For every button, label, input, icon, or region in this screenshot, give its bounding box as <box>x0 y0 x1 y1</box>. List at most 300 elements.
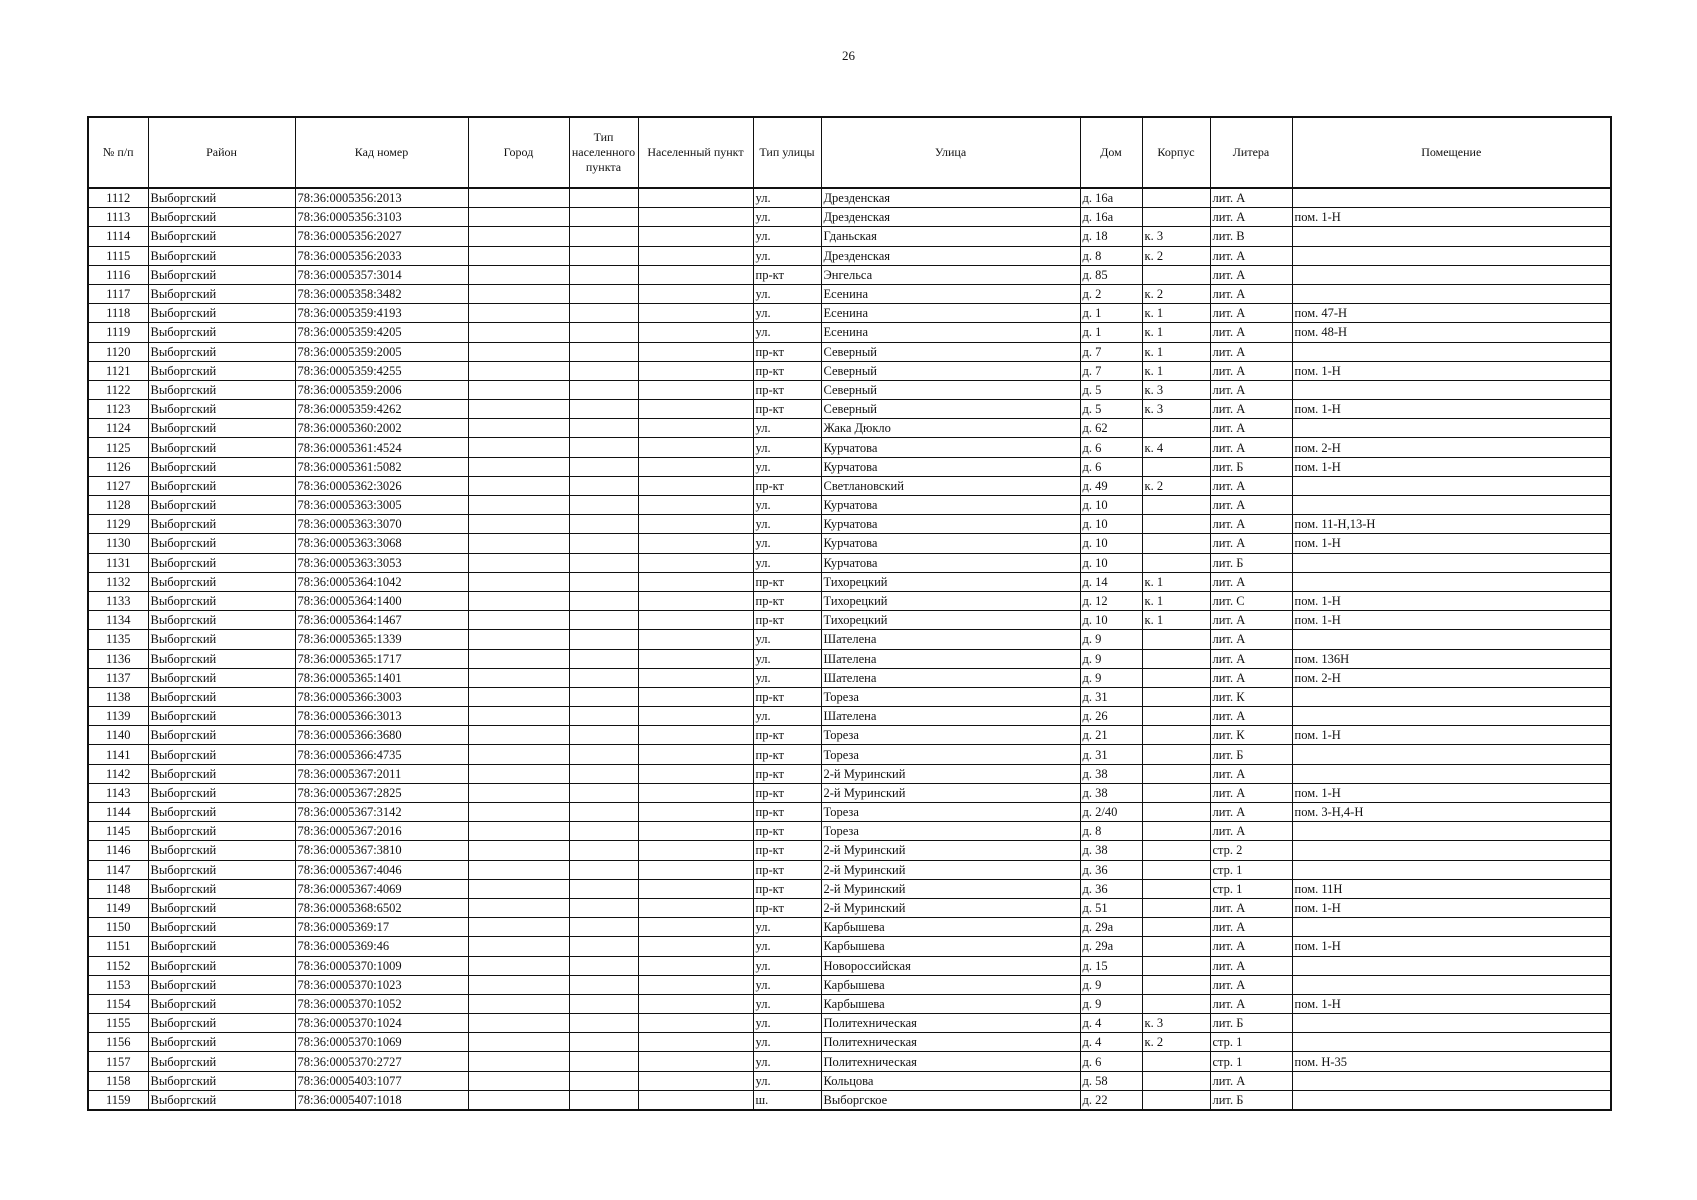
cell-premises: пом. 1-Н <box>1292 726 1611 745</box>
cell-street: Новороссийская <box>821 956 1080 975</box>
cell-street-type: ул. <box>753 1052 821 1071</box>
cell-cadastral-number: 78:36:0005363:3068 <box>295 534 468 553</box>
cell-settlement <box>638 534 753 553</box>
cell-building <box>1142 265 1210 284</box>
cell-house: д. 7 <box>1080 342 1142 361</box>
cell-premises <box>1292 918 1611 937</box>
cell-street: Тореза <box>821 726 1080 745</box>
cell-street: Политехническая <box>821 1052 1080 1071</box>
cell-building <box>1142 860 1210 879</box>
cell-settlement <box>638 1052 753 1071</box>
cell-premises <box>1292 476 1611 495</box>
cell-settlement <box>638 726 753 745</box>
cell-settlement <box>638 304 753 323</box>
cell-district: Выборгский <box>148 246 295 265</box>
cell-settlement-type <box>569 208 638 227</box>
cell-street-type: ул. <box>753 1071 821 1090</box>
cell-building <box>1142 188 1210 208</box>
cell-street-type: пр-кт <box>753 380 821 399</box>
cell-settlement-type <box>569 649 638 668</box>
cell-letter: стр. 1 <box>1210 879 1292 898</box>
table-row <box>88 188 1611 208</box>
table-row <box>88 380 1611 399</box>
cell-city <box>468 745 569 764</box>
cell-street-type: пр-кт <box>753 265 821 284</box>
header-street: Улица <box>821 117 1080 188</box>
cell-premises <box>1292 707 1611 726</box>
cell-number: 1147 <box>88 860 148 879</box>
cell-building: к. 4 <box>1142 438 1210 457</box>
cell-district: Выборгский <box>148 400 295 419</box>
cell-settlement-type <box>569 188 638 208</box>
cell-settlement-type <box>569 860 638 879</box>
cell-city <box>468 649 569 668</box>
cell-cadastral-number: 78:36:0005366:4735 <box>295 745 468 764</box>
cell-letter: лит. А <box>1210 380 1292 399</box>
cell-premises <box>1292 380 1611 399</box>
cell-cadastral-number: 78:36:0005359:4262 <box>295 400 468 419</box>
cell-district: Выборгский <box>148 975 295 994</box>
cell-cadastral-number: 78:36:0005365:1401 <box>295 668 468 687</box>
cell-number: 1142 <box>88 764 148 783</box>
cell-letter: лит. А <box>1210 342 1292 361</box>
cell-settlement <box>638 208 753 227</box>
cell-street: Карбышева <box>821 975 1080 994</box>
cell-letter: лит. А <box>1210 707 1292 726</box>
cell-street-type: ул. <box>753 496 821 515</box>
cell-street: Курчатова <box>821 553 1080 572</box>
cell-premises <box>1292 630 1611 649</box>
cell-premises: пом. 48-Н <box>1292 323 1611 342</box>
table-row <box>88 1090 1611 1110</box>
cell-building <box>1142 457 1210 476</box>
cell-settlement-type <box>569 323 638 342</box>
header-district: Район <box>148 117 295 188</box>
cell-district: Выборгский <box>148 668 295 687</box>
cell-house: д. 5 <box>1080 400 1142 419</box>
cell-district: Выборгский <box>148 227 295 246</box>
cell-settlement-type <box>569 726 638 745</box>
cell-city <box>468 1014 569 1033</box>
table-row <box>88 553 1611 572</box>
cell-district: Выборгский <box>148 841 295 860</box>
cell-street: Шателена <box>821 630 1080 649</box>
cell-number: 1141 <box>88 745 148 764</box>
cell-city <box>468 284 569 303</box>
cell-cadastral-number: 78:36:0005356:2033 <box>295 246 468 265</box>
cell-street: Северный <box>821 361 1080 380</box>
table-row <box>88 994 1611 1013</box>
cell-building <box>1142 496 1210 515</box>
cell-street: Дрезденская <box>821 208 1080 227</box>
cell-house: д. 36 <box>1080 879 1142 898</box>
cell-house: д. 10 <box>1080 515 1142 534</box>
cell-settlement-type <box>569 630 638 649</box>
cell-building: к. 1 <box>1142 591 1210 610</box>
cell-settlement <box>638 400 753 419</box>
table-row <box>88 1052 1611 1071</box>
cell-house: д. 2/40 <box>1080 803 1142 822</box>
cell-number: 1131 <box>88 553 148 572</box>
cell-cadastral-number: 78:36:0005363:3053 <box>295 553 468 572</box>
cell-city <box>468 380 569 399</box>
cell-number: 1122 <box>88 380 148 399</box>
cell-settlement-type <box>569 668 638 687</box>
cell-settlement <box>638 438 753 457</box>
cell-street: Северный <box>821 342 1080 361</box>
header-settlement-type: Тип населенного пункта <box>569 117 638 188</box>
cell-letter: лит. А <box>1210 208 1292 227</box>
header-house: Дом <box>1080 117 1142 188</box>
table-row <box>88 630 1611 649</box>
cell-letter: лит. А <box>1210 630 1292 649</box>
cell-city <box>468 668 569 687</box>
header-building: Корпус <box>1142 117 1210 188</box>
cell-street-type: ул. <box>753 534 821 553</box>
cell-cadastral-number: 78:36:0005367:2825 <box>295 783 468 802</box>
cell-house: д. 31 <box>1080 745 1142 764</box>
cell-city <box>468 707 569 726</box>
cell-city <box>468 937 569 956</box>
cell-premises <box>1292 553 1611 572</box>
cell-city <box>468 898 569 917</box>
cell-street: Курчатова <box>821 457 1080 476</box>
cell-city <box>468 361 569 380</box>
cell-cadastral-number: 78:36:0005363:3070 <box>295 515 468 534</box>
cell-letter: лит. Б <box>1210 457 1292 476</box>
cell-street: Энгельса <box>821 265 1080 284</box>
cell-street-type: ул. <box>753 208 821 227</box>
cell-city <box>468 591 569 610</box>
cell-street: Политехническая <box>821 1033 1080 1052</box>
cell-street-type: пр-кт <box>753 822 821 841</box>
cell-settlement-type <box>569 1090 638 1110</box>
cell-cadastral-number: 78:36:0005364:1042 <box>295 572 468 591</box>
cell-street-type: пр-кт <box>753 476 821 495</box>
cell-street-type: пр-кт <box>753 687 821 706</box>
cell-district: Выборгский <box>148 918 295 937</box>
cell-settlement <box>638 611 753 630</box>
cell-street-type: ул. <box>753 246 821 265</box>
table-row <box>88 649 1611 668</box>
cell-street: Тихорецкий <box>821 572 1080 591</box>
cell-building <box>1142 783 1210 802</box>
cell-district: Выборгский <box>148 188 295 208</box>
cell-street: Жака Дюкло <box>821 419 1080 438</box>
cell-letter: стр. 1 <box>1210 860 1292 879</box>
table-row <box>88 419 1611 438</box>
cell-letter: лит. А <box>1210 975 1292 994</box>
cell-street: Шателена <box>821 668 1080 687</box>
cell-street-type: пр-кт <box>753 572 821 591</box>
cell-number: 1155 <box>88 1014 148 1033</box>
cell-premises <box>1292 419 1611 438</box>
cell-district: Выборгский <box>148 438 295 457</box>
cell-street: Карбышева <box>821 994 1080 1013</box>
cell-settlement <box>638 937 753 956</box>
cell-house: д. 6 <box>1080 438 1142 457</box>
cell-cadastral-number: 78:36:0005367:3810 <box>295 841 468 860</box>
cell-building <box>1142 1071 1210 1090</box>
cell-number: 1128 <box>88 496 148 515</box>
cell-settlement-type <box>569 898 638 917</box>
cell-street-type: ул. <box>753 975 821 994</box>
cell-house: д. 9 <box>1080 975 1142 994</box>
cell-city <box>468 879 569 898</box>
cell-district: Выборгский <box>148 1033 295 1052</box>
cell-house: д. 10 <box>1080 611 1142 630</box>
cell-premises: пом. 11Н <box>1292 879 1611 898</box>
table-row <box>88 707 1611 726</box>
cell-district: Выборгский <box>148 956 295 975</box>
cell-premises: пом. 1-Н <box>1292 534 1611 553</box>
cell-settlement <box>638 745 753 764</box>
cell-building: к. 3 <box>1142 380 1210 399</box>
cell-building: к. 2 <box>1142 246 1210 265</box>
cell-letter: лит. Б <box>1210 1014 1292 1033</box>
cell-city <box>468 726 569 745</box>
cell-number: 1118 <box>88 304 148 323</box>
page-number: 26 <box>842 48 855 63</box>
cell-number: 1156 <box>88 1033 148 1052</box>
table-row <box>88 687 1611 706</box>
cell-house: д. 7 <box>1080 361 1142 380</box>
table-row <box>88 898 1611 917</box>
cell-premises: пом. 1-Н <box>1292 400 1611 419</box>
cell-district: Выборгский <box>148 860 295 879</box>
cell-settlement <box>638 860 753 879</box>
cell-premises: пом. 47-Н <box>1292 304 1611 323</box>
table-row <box>88 361 1611 380</box>
cell-district: Выборгский <box>148 419 295 438</box>
cell-premises <box>1292 860 1611 879</box>
cell-number: 1140 <box>88 726 148 745</box>
cell-street: Дрезденская <box>821 188 1080 208</box>
cell-district: Выборгский <box>148 822 295 841</box>
cell-house: д. 31 <box>1080 687 1142 706</box>
cell-city <box>468 956 569 975</box>
cell-street: 2-й Муринский <box>821 898 1080 917</box>
cell-street-type: пр-кт <box>753 898 821 917</box>
cell-street: Есенина <box>821 323 1080 342</box>
table-row <box>88 534 1611 553</box>
cell-house: д. 2 <box>1080 284 1142 303</box>
cell-street: Политехническая <box>821 1014 1080 1033</box>
cell-number: 1117 <box>88 284 148 303</box>
cell-house: д. 16а <box>1080 208 1142 227</box>
cell-building <box>1142 649 1210 668</box>
cell-settlement-type <box>569 783 638 802</box>
cell-settlement <box>638 649 753 668</box>
cell-letter: лит. Б <box>1210 745 1292 764</box>
cell-district: Выборгский <box>148 726 295 745</box>
cell-district: Выборгский <box>148 649 295 668</box>
cell-settlement <box>638 994 753 1013</box>
cell-letter: лит. В <box>1210 227 1292 246</box>
cell-street-type: ул. <box>753 1033 821 1052</box>
table-row <box>88 400 1611 419</box>
cell-street: 2-й Муринский <box>821 841 1080 860</box>
table-row <box>88 591 1611 610</box>
header-number: № п/п <box>88 117 148 188</box>
header-street-type: Тип улицы <box>753 117 821 188</box>
cell-district: Выборгский <box>148 1090 295 1110</box>
cell-premises <box>1292 1090 1611 1110</box>
cell-house: д. 14 <box>1080 572 1142 591</box>
cell-city <box>468 822 569 841</box>
cell-premises <box>1292 975 1611 994</box>
cell-premises <box>1292 745 1611 764</box>
cell-number: 1113 <box>88 208 148 227</box>
cell-district: Выборгский <box>148 745 295 764</box>
table-row <box>88 515 1611 534</box>
cell-building <box>1142 687 1210 706</box>
cell-cadastral-number: 78:36:0005367:3142 <box>295 803 468 822</box>
cell-premises: пом. 3-Н,4-Н <box>1292 803 1611 822</box>
cell-letter: лит. Б <box>1210 553 1292 572</box>
table-body <box>88 188 1611 1110</box>
cell-number: 1159 <box>88 1090 148 1110</box>
table-row <box>88 208 1611 227</box>
cell-letter: лит. А <box>1210 246 1292 265</box>
cell-letter: лит. Б <box>1210 1090 1292 1110</box>
cell-cadastral-number: 78:36:0005365:1339 <box>295 630 468 649</box>
cell-cadastral-number: 78:36:0005364:1467 <box>295 611 468 630</box>
table-row <box>88 803 1611 822</box>
table-row <box>88 246 1611 265</box>
cell-district: Выборгский <box>148 284 295 303</box>
cell-house: д. 18 <box>1080 227 1142 246</box>
cell-letter: лит. А <box>1210 323 1292 342</box>
cell-letter: лит. А <box>1210 572 1292 591</box>
cell-street: Северный <box>821 400 1080 419</box>
property-registry-table <box>87 116 1612 1111</box>
cell-city <box>468 227 569 246</box>
cell-district: Выборгский <box>148 515 295 534</box>
cell-settlement <box>638 879 753 898</box>
cell-cadastral-number: 78:36:0005359:4255 <box>295 361 468 380</box>
cell-district: Выборгский <box>148 1071 295 1090</box>
cell-street-type: ул. <box>753 918 821 937</box>
table-row <box>88 956 1611 975</box>
cell-street-type: ул. <box>753 284 821 303</box>
cell-settlement <box>638 687 753 706</box>
cell-settlement-type <box>569 591 638 610</box>
cell-premises: пом. 2-Н <box>1292 438 1611 457</box>
header-city: Город <box>468 117 569 188</box>
cell-district: Выборгский <box>148 1014 295 1033</box>
cell-building <box>1142 515 1210 534</box>
cell-cadastral-number: 78:36:0005359:2005 <box>295 342 468 361</box>
cell-settlement <box>638 1071 753 1090</box>
cell-district: Выборгский <box>148 323 295 342</box>
cell-cadastral-number: 78:36:0005366:3013 <box>295 707 468 726</box>
cell-street: Северный <box>821 380 1080 399</box>
cell-settlement-type <box>569 937 638 956</box>
cell-cadastral-number: 78:36:0005360:2002 <box>295 419 468 438</box>
cell-street: Карбышева <box>821 918 1080 937</box>
cell-house: д. 38 <box>1080 841 1142 860</box>
cell-premises: пом. 1-Н <box>1292 783 1611 802</box>
cell-building <box>1142 841 1210 860</box>
cell-settlement-type <box>569 822 638 841</box>
cell-city <box>468 783 569 802</box>
cell-settlement <box>638 457 753 476</box>
cell-city <box>468 323 569 342</box>
cell-city <box>468 918 569 937</box>
cell-street-type: ул. <box>753 438 821 457</box>
cell-building <box>1142 1090 1210 1110</box>
cell-district: Выборгский <box>148 304 295 323</box>
cell-premises: пом. 11-Н,13-Н <box>1292 515 1611 534</box>
cell-settlement <box>638 380 753 399</box>
cell-city <box>468 188 569 208</box>
cell-settlement-type <box>569 304 638 323</box>
cell-street: Светлановский <box>821 476 1080 495</box>
cell-number: 1137 <box>88 668 148 687</box>
cell-city <box>468 572 569 591</box>
cell-building <box>1142 994 1210 1013</box>
cell-premises <box>1292 1071 1611 1090</box>
cell-street: Тореза <box>821 687 1080 706</box>
cell-number: 1134 <box>88 611 148 630</box>
cell-letter: лит. А <box>1210 534 1292 553</box>
cell-premises <box>1292 1033 1611 1052</box>
cell-cadastral-number: 78:36:0005359:4205 <box>295 323 468 342</box>
cell-city <box>468 1090 569 1110</box>
cell-street-type: ул. <box>753 227 821 246</box>
cell-settlement <box>638 284 753 303</box>
cell-building <box>1142 956 1210 975</box>
cell-house: д. 6 <box>1080 457 1142 476</box>
cell-settlement-type <box>569 879 638 898</box>
cell-cadastral-number: 78:36:0005356:2027 <box>295 227 468 246</box>
cell-settlement <box>638 227 753 246</box>
table-row <box>88 496 1611 515</box>
cell-building <box>1142 745 1210 764</box>
table-row <box>88 668 1611 687</box>
cell-city <box>468 476 569 495</box>
cell-street: 2-й Муринский <box>821 879 1080 898</box>
cell-number: 1116 <box>88 265 148 284</box>
cell-number: 1132 <box>88 572 148 591</box>
cell-house: д. 21 <box>1080 726 1142 745</box>
cell-building: к. 2 <box>1142 284 1210 303</box>
cell-letter: лит. А <box>1210 994 1292 1013</box>
cell-house: д. 85 <box>1080 265 1142 284</box>
cell-number: 1133 <box>88 591 148 610</box>
cell-cadastral-number: 78:36:0005359:4193 <box>295 304 468 323</box>
cell-street: Тихорецкий <box>821 591 1080 610</box>
cell-street-type: пр-кт <box>753 764 821 783</box>
cell-street-type: пр-кт <box>753 879 821 898</box>
cell-letter: лит. А <box>1210 668 1292 687</box>
cell-district: Выборгский <box>148 572 295 591</box>
cell-city <box>468 841 569 860</box>
cell-house: д. 9 <box>1080 649 1142 668</box>
cell-settlement-type <box>569 572 638 591</box>
cell-number: 1124 <box>88 419 148 438</box>
cell-street-type: ул. <box>753 553 821 572</box>
cell-district: Выборгский <box>148 476 295 495</box>
cell-letter: лит. А <box>1210 304 1292 323</box>
cell-number: 1126 <box>88 457 148 476</box>
table-row <box>88 879 1611 898</box>
cell-street: Шателена <box>821 649 1080 668</box>
cell-settlement-type <box>569 246 638 265</box>
cell-premises: пом. 1-Н <box>1292 937 1611 956</box>
cell-house: д. 26 <box>1080 707 1142 726</box>
